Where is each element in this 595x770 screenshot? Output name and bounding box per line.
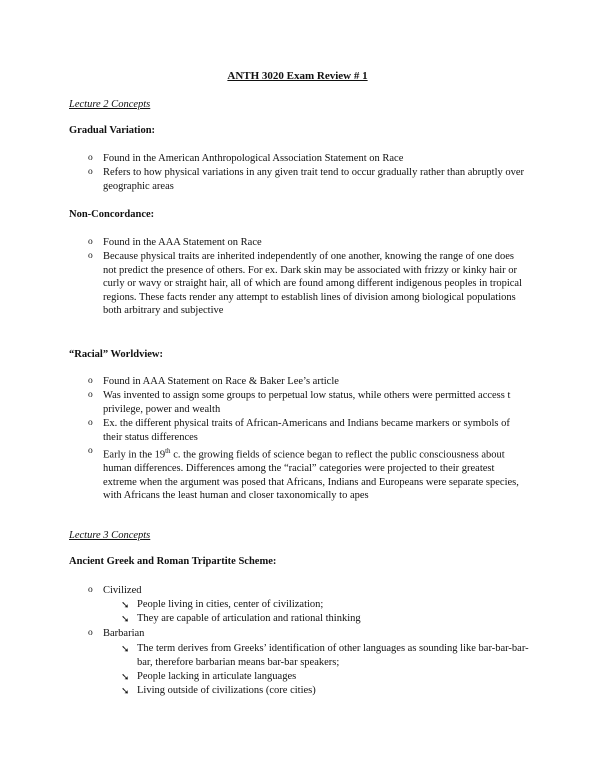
bullet-icon: o (88, 446, 93, 456)
lecture-2-label: Lecture 2 Concepts (69, 99, 151, 110)
arrow-bullet-icon: ➘ (121, 686, 130, 697)
arrow-bullet-icon: ➘ (121, 600, 130, 611)
heading-tripartite-scheme: Ancient Greek and Roman Tripartite Scheme: (69, 556, 277, 567)
list-item: o Was invented to assign some groups to perpetual low status, while others were permitted access t privilege, power and wealth (88, 390, 511, 415)
list-item: o Found in the AAA Statement on Race (88, 237, 262, 248)
list-item: o Early in the 19th c. the growing fields of science began to reflect the public consciousness about human differences. Differences among the “racial” categories were projected to their greatest extreme when the argument was posed that Africans, Indians and Europeans were separate species, with Africans the least human and closer taxonomically to apes (88, 446, 519, 502)
document-title: ANTH 3020 Exam Review # 1 (227, 70, 368, 82)
bullet-icon: o (88, 585, 93, 595)
arrow-bullet-icon: ➘ (121, 672, 130, 683)
heading-non-concordance: Non-Concordance: (69, 209, 155, 220)
bullet-icon: o (88, 251, 93, 261)
bullet-icon: o (88, 628, 93, 638)
list-item: o Because physical traits are inherited independently of one another, knowing the range of one does not predict the presence of others. For ex. Dark skin may be associated with frizzy or kinky hair or curly or wavy or straight hair, all of which are found among different indigenous peoples in tropical regions. These facts render any attempt to establish lines of division among biological populations both arbitrary and subjective (88, 251, 522, 317)
arrow-bullet-icon: ➘ (121, 644, 130, 655)
list-item: o Refers to how physical variations in any given trait tend to occur gradually rather than abruptly over geographic areas (88, 167, 525, 192)
bullet-icon: o (88, 390, 93, 400)
sub-list-item: ➘ People lacking in articulate languages (121, 671, 297, 683)
sub-list-item: ➘ The term derives from Greeks’ identification of other languages as sounding like bar-bar-bar-bar, therefore barbarian means bar-bar speakers; (121, 643, 529, 668)
list-item: o Found in AAA Statement on Race & Baker Lee’s article (88, 376, 339, 387)
list-item: o Found in the American Anthropological Association Statement on Race (88, 153, 404, 164)
sub-list-item: ➘ People living in cities, center of civilization; (121, 599, 324, 611)
bullet-icon: o (88, 376, 93, 386)
arrow-bullet-icon: ➘ (121, 614, 130, 625)
bullet-icon: o (88, 153, 93, 163)
list-item-barbarian: o Barbarian (88, 628, 145, 639)
lecture-3-label: Lecture 3 Concepts (69, 530, 151, 541)
bullet-icon: o (88, 237, 93, 247)
heading-gradual-variation: Gradual Variation: (69, 125, 156, 136)
sub-list-item: ➘ They are capable of articulation and rational thinking (121, 613, 361, 625)
bullet-icon: o (88, 167, 93, 177)
sub-list-item: ➘ Living outside of civilizations (core cities) (121, 685, 316, 697)
heading-racial-worldview: “Racial” Worldview: (69, 349, 164, 360)
list-item-civilized: o Civilized (88, 585, 142, 596)
list-item: o Ex. the different physical traits of African-Americans and Indians became markers or symbols of their status differences (88, 418, 510, 443)
bullet-icon: o (88, 418, 93, 428)
